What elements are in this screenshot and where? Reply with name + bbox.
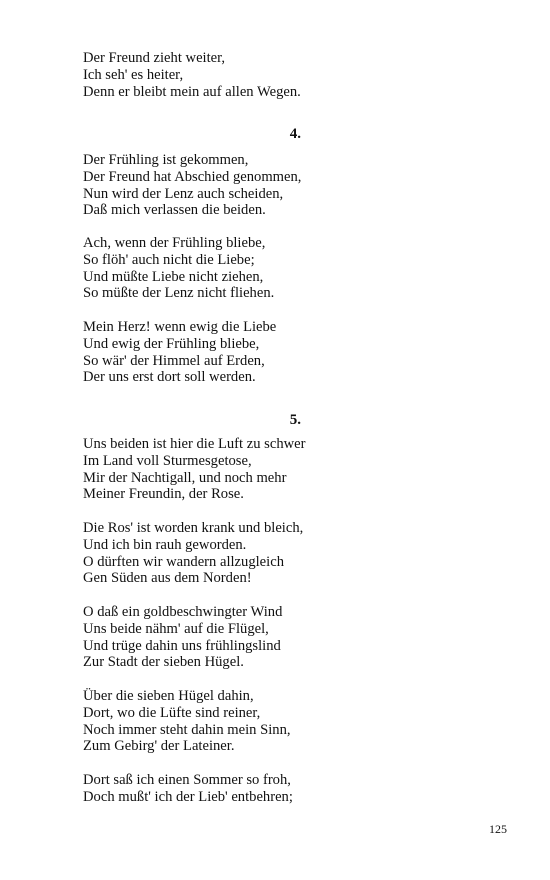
- verse-line: Der Freund zieht weiter,: [83, 50, 226, 66]
- verse-line: Noch immer steht dahin mein Sinn,: [83, 721, 291, 738]
- verse-line: Mir der Nachtigall, und noch mehr: [83, 469, 287, 486]
- verse-line: Dort saß ich einen Sommer so froh,: [83, 772, 291, 788]
- verse-line: Dort, wo die Lüfte sind reiner,: [83, 704, 261, 721]
- verse-line: Denn er bleibt mein auf allen Wegen.: [83, 83, 301, 100]
- verse-line: Und ich bin rauh geworden.: [83, 536, 247, 553]
- verse-line: So müßte der Lenz nicht fliehen.: [83, 285, 275, 302]
- verse-line: O daß ein goldbeschwingter Wind: [83, 604, 283, 620]
- verse-line: So wär' der Himmel auf Erden,: [83, 352, 265, 369]
- stanza: [83, 152, 383, 219]
- verse-line: Uns beiden ist hier die Luft zu schwer: [83, 436, 306, 452]
- verse-line: Der Frühling ist gekommen,: [83, 152, 249, 168]
- verse-line: Meiner Freundin, der Rose.: [83, 486, 244, 503]
- stanza: [83, 50, 383, 100]
- verse-line: Gen Süden aus dem Norden!: [83, 570, 252, 587]
- verse-line: Zur Stadt der sieben Hügel.: [83, 654, 244, 671]
- verse-line: Uns beide nähm' auf die Flügel,: [83, 620, 269, 637]
- stanza: [83, 436, 383, 503]
- verse-line: Doch mußt' ich der Lieb' entbehren;: [83, 788, 293, 805]
- verse-line: Die Ros' ist worden krank und bleich,: [83, 520, 304, 536]
- stanza: [83, 520, 383, 587]
- verse-line: O dürften wir wandern allzugleich: [83, 553, 284, 570]
- poem-section-number: 5.: [289, 412, 301, 428]
- page-number: 125: [489, 822, 507, 836]
- verse-line: Im Land voll Sturmesgetose,: [83, 452, 252, 469]
- verse-line: Der Freund hat Abschied genommen,: [83, 168, 302, 185]
- verse-line: Und trüge dahin uns frühlingslind: [83, 637, 281, 654]
- verse-line: Mein Herz! wenn ewig die Liebe: [83, 319, 277, 335]
- stanza: [83, 772, 383, 806]
- verse-line: Und müßte Liebe nicht ziehen,: [83, 268, 264, 285]
- verse-line: Über die sieben Hügel dahin,: [83, 688, 254, 704]
- verse-line: Ach, wenn der Frühling bliebe,: [83, 235, 266, 251]
- verse-line: So flöh' auch nicht die Liebe;: [83, 251, 255, 268]
- verse-line: Ich seh' es heiter,: [83, 66, 184, 83]
- verse-line: Daß mich verlassen die beiden.: [83, 202, 266, 219]
- stanza: [83, 688, 383, 755]
- verse-line: Nun wird der Lenz auch scheiden,: [83, 185, 284, 202]
- stanza: [83, 319, 383, 386]
- stanza: [83, 235, 383, 302]
- stanza: [83, 604, 383, 671]
- verse-line: Zum Gebirg' der Lateiner.: [83, 738, 235, 755]
- verse-line: Und ewig der Frühling bliebe,: [83, 335, 260, 352]
- poem-section-number: 4.: [289, 126, 301, 142]
- verse-line: Der uns erst dort soll werden.: [83, 369, 256, 386]
